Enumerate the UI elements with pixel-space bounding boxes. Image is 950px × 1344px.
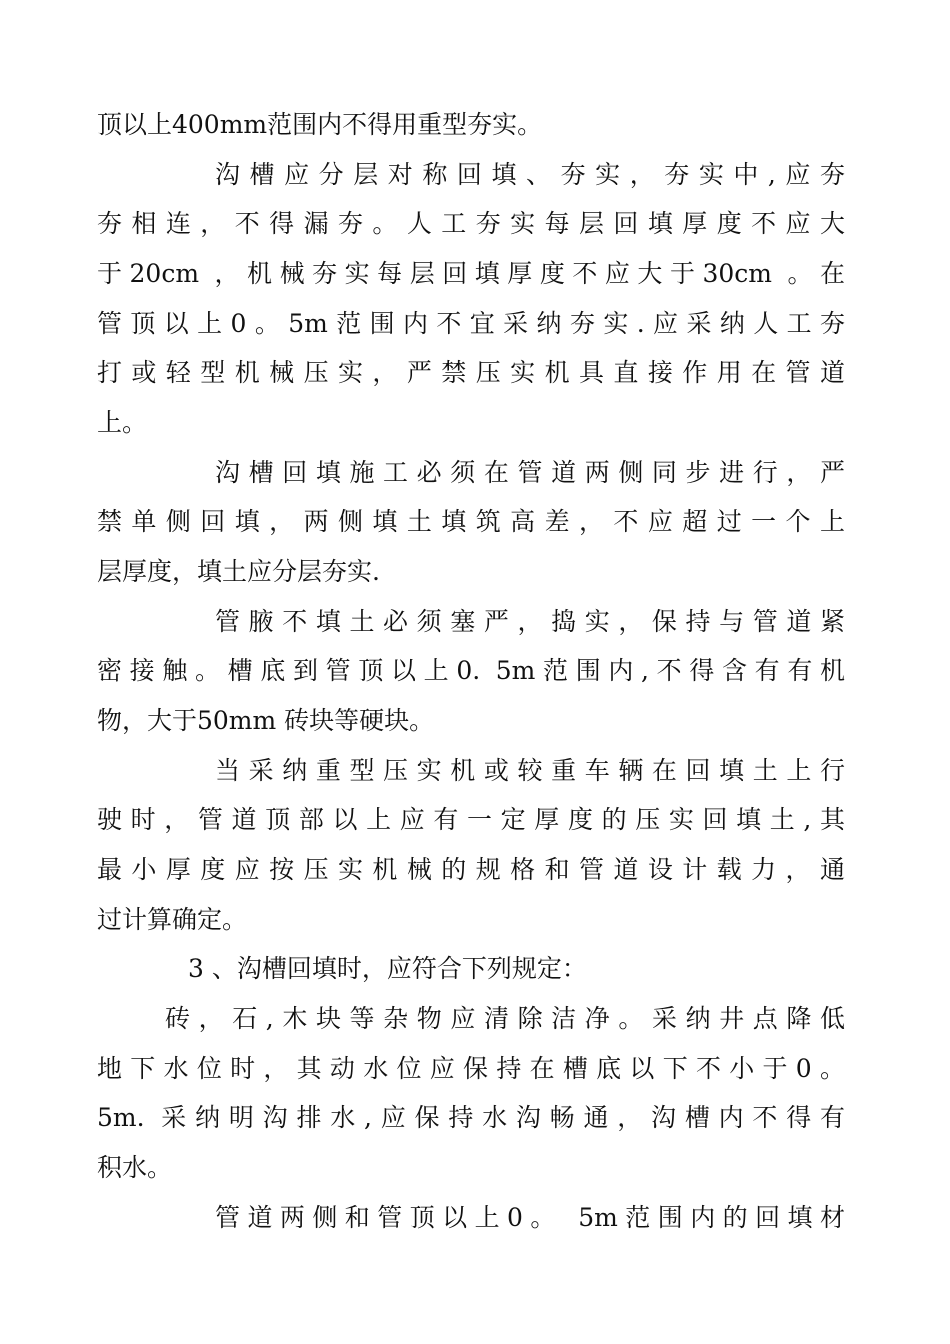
text-line: 于20cm ，机械夯实每层回填厚度不应大于30cm 。在 [97,259,845,288]
text-line: 沟槽应分层对称回填、夯实，夯实中,应夯 [215,160,845,189]
text-line: 夯相连，不得漏夯。人工夯实每层回填厚度不应大 [97,209,845,238]
text-line: 驶时，管道顶部以上应有一定厚度的压实回填土,其 [97,805,845,834]
text-line: 最小厚度应按压实机械的规格和管道设计载力，通 [97,855,845,884]
text-line: 当采纳重型压实机或较重车辆在回填土上行 [215,756,845,785]
text-line: 顶以上400mm范围内不得用重型夯实。 [97,110,543,139]
text-line: 管道两侧和管顶以上0。 5m范围内的回填材 [215,1203,845,1232]
text-line: 管顶以上0。5m范围内不宜采纳夯实.应采纳人工夯 [97,309,845,338]
text-line: 积水。 [97,1153,173,1182]
text-line: 上。 [97,408,148,437]
text-line: 5m. 采纳明沟排水,应保持水沟畅通，沟槽内不得有 [97,1103,845,1132]
text-line: 地下水位时，其动水位应保持在槽底以下不小于0。 [97,1054,845,1083]
text-line: 层厚度，填土应分层夯实. [97,557,380,586]
text-line: 砖，石,木块等杂物应清除洁净。采纳井点降低 [165,1004,845,1033]
text-line: 打或轻型机械压实，严禁压实机具直接作用在管道 [97,358,845,387]
text-line: 物，大于50mm 砖块等硬块。 [97,706,435,735]
text-line: 过计算确定。 [97,905,248,934]
text-line: 3 、沟槽回填时，应符合下列规定： [188,954,587,983]
text-line: 禁单侧回填，两侧填土填筑高差，不应超过一个上 [97,507,845,536]
text-line: 密接触。槽底到管顶以上0. 5m范围内,不得含有有机 [97,656,845,685]
text-line: 管腋不填土必须塞严，捣实，保持与管道紧 [215,607,845,636]
text-line: 沟槽回填施工必须在管道两侧同步进行，严 [215,458,845,487]
